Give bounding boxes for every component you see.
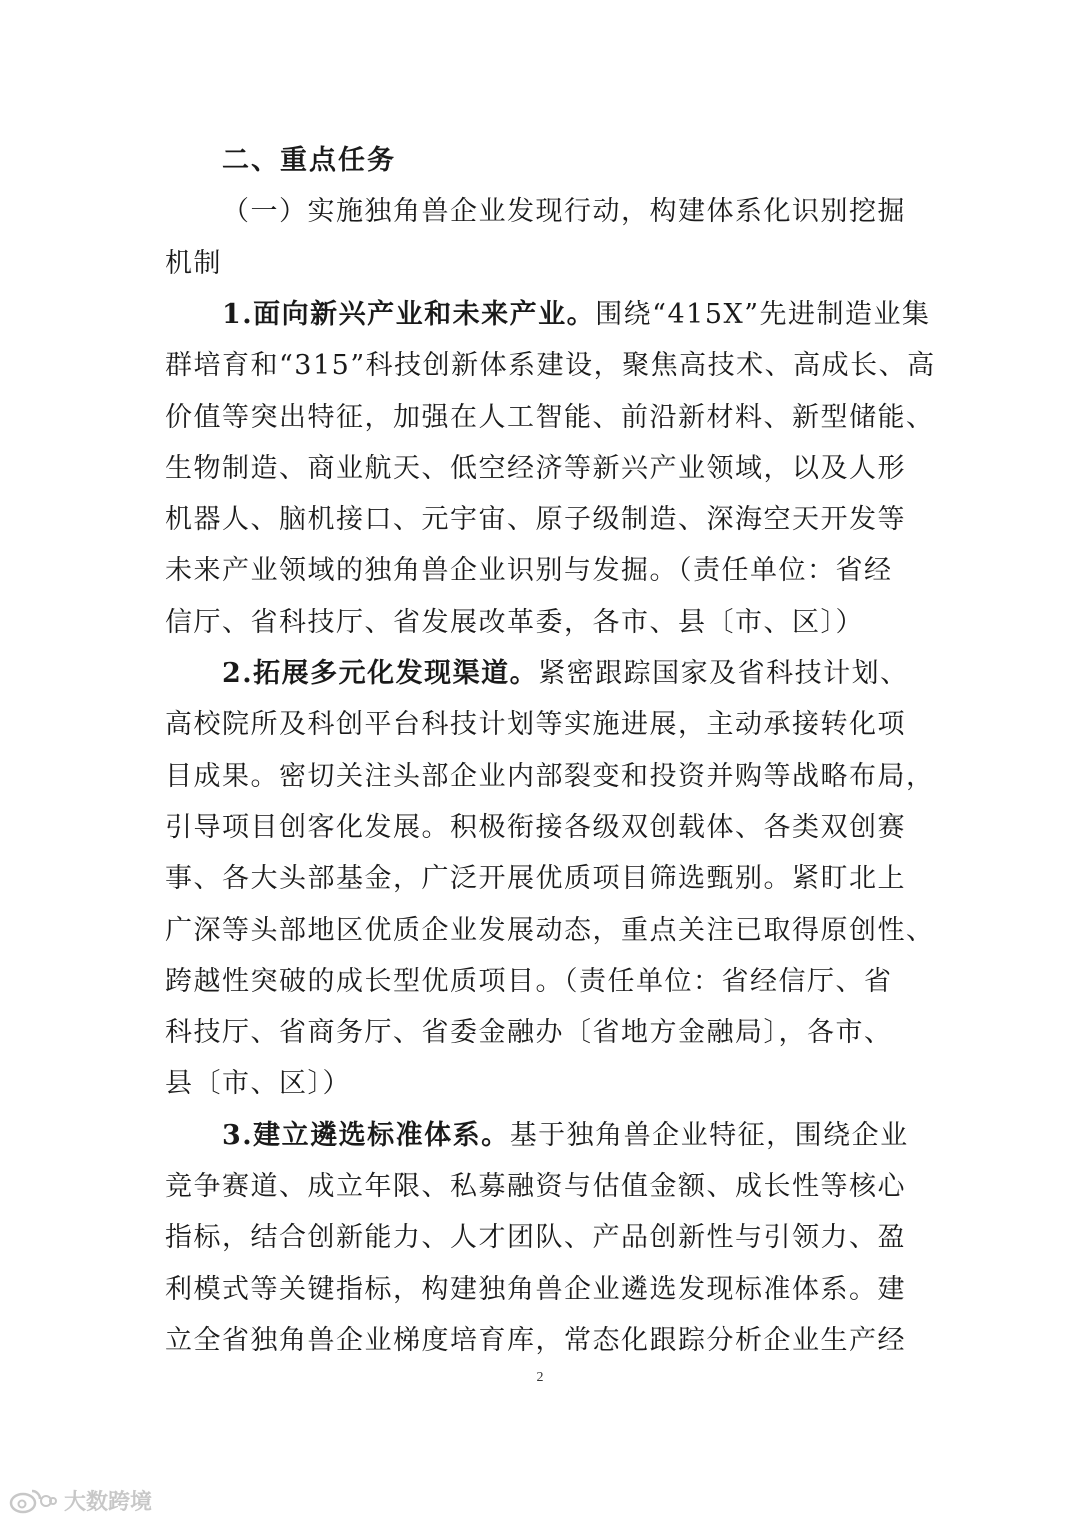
line-text: 跨越性突破的成长型优质项目。（责任单位：省经信厅、省 <box>165 965 893 997</box>
text-line <box>165 246 925 282</box>
line-text: 指标，结合创新能力、人才团队、产品创新性与引领力、盈 <box>165 1222 906 1254</box>
line-text: 高校院所及科创平台科技计划等实施进展，主动承接转化项 <box>165 709 906 741</box>
text-line <box>165 605 925 641</box>
line-text: 生物制造、商业航天、低空经济等新兴产业领域，以及人形 <box>165 452 906 484</box>
text-line <box>165 1066 925 1102</box>
text-line <box>165 348 936 384</box>
text-line <box>165 913 935 949</box>
text-line <box>165 759 935 795</box>
text-line <box>165 964 925 1000</box>
watermark-text: 大数跨境 <box>64 1489 153 1515</box>
line-text: 基于独角兽企业特征，围绕企业 <box>509 1119 909 1151</box>
text-line <box>222 656 925 692</box>
text-line <box>222 143 925 179</box>
text-line <box>165 1323 925 1359</box>
text-line <box>165 1169 925 1205</box>
text-line <box>165 1015 925 1051</box>
line-text: 信厅、省科技厅、省发展改革委，各市、县〔市、区〕） <box>165 606 864 638</box>
line-text: 机器人、脑机接口、元宇宙、原子级制造、深海空天开发等 <box>165 504 906 536</box>
line-text: 机制 <box>165 247 222 279</box>
text-line <box>165 1272 925 1308</box>
text-line <box>165 1220 925 1256</box>
line-text: 群培育和“315”科技创新体系建设，聚焦高技术、高成长、高 <box>165 350 936 382</box>
text-line <box>165 810 925 846</box>
watermark <box>8 1482 152 1518</box>
line-text: 未来产业领域的独角兽企业识别与发掘。（责任单位：省经 <box>165 555 893 587</box>
line-text: 目成果。密切关注头部企业内部裂变和投资并购等战略布局， <box>165 760 935 792</box>
text-line <box>165 553 925 589</box>
line-text: 事、各大头部基金，广泛开展优质项目筛选甄别。紧盯北上 <box>165 863 906 895</box>
line-text: 县〔市、区〕） <box>165 1068 351 1100</box>
text-line <box>222 1118 925 1154</box>
item-heading: 1.面向新兴产业和未来产业。 <box>222 298 596 330</box>
item-heading: 2.拓展多元化发现渠道。 <box>222 658 539 689</box>
line-text: 立全省独角兽企业梯度培育库，常态化跟踪分析企业生产经 <box>165 1324 906 1356</box>
text-line <box>165 451 925 487</box>
text-line <box>165 502 925 538</box>
line-text: 紧密跟踪国家及省科技计划、 <box>538 658 909 689</box>
line-text: 引导项目创客化发展。积极衔接各级双创载体、各类双创赛 <box>165 811 906 843</box>
text-line <box>165 400 935 436</box>
weibo-logo-icon <box>8 1485 58 1515</box>
line-text: 围绕“415X”先进制造业集 <box>595 298 931 330</box>
line-text: 二、重点任务 <box>222 145 396 176</box>
text-line <box>165 861 925 897</box>
line-text: 竞争赛道、成立年限、私募融资与估值金额、成长性等核心 <box>165 1171 906 1202</box>
line-text: （一）实施独角兽企业发现行动，构建体系化识别挖掘 <box>222 196 906 228</box>
line-text: 广深等头部地区优质企业发展动态，重点关注已取得原创性、 <box>165 914 935 946</box>
page-number: 2 <box>536 1370 544 1385</box>
text-line <box>222 297 931 333</box>
line-text: 价值等突出特征，加强在人工智能、前沿新材料、新型储能、 <box>165 401 935 433</box>
item-heading: 3.建立遴选标准体系。 <box>222 1119 510 1151</box>
line-text: 利模式等关键指标，构建独角兽企业遴选发现标准体系。建 <box>165 1273 906 1305</box>
text-line <box>165 707 925 743</box>
text-line <box>222 194 925 230</box>
line-text: 科技厅、省商务厅、省委金融办〔省地方金融局〕，各市、 <box>165 1017 893 1049</box>
